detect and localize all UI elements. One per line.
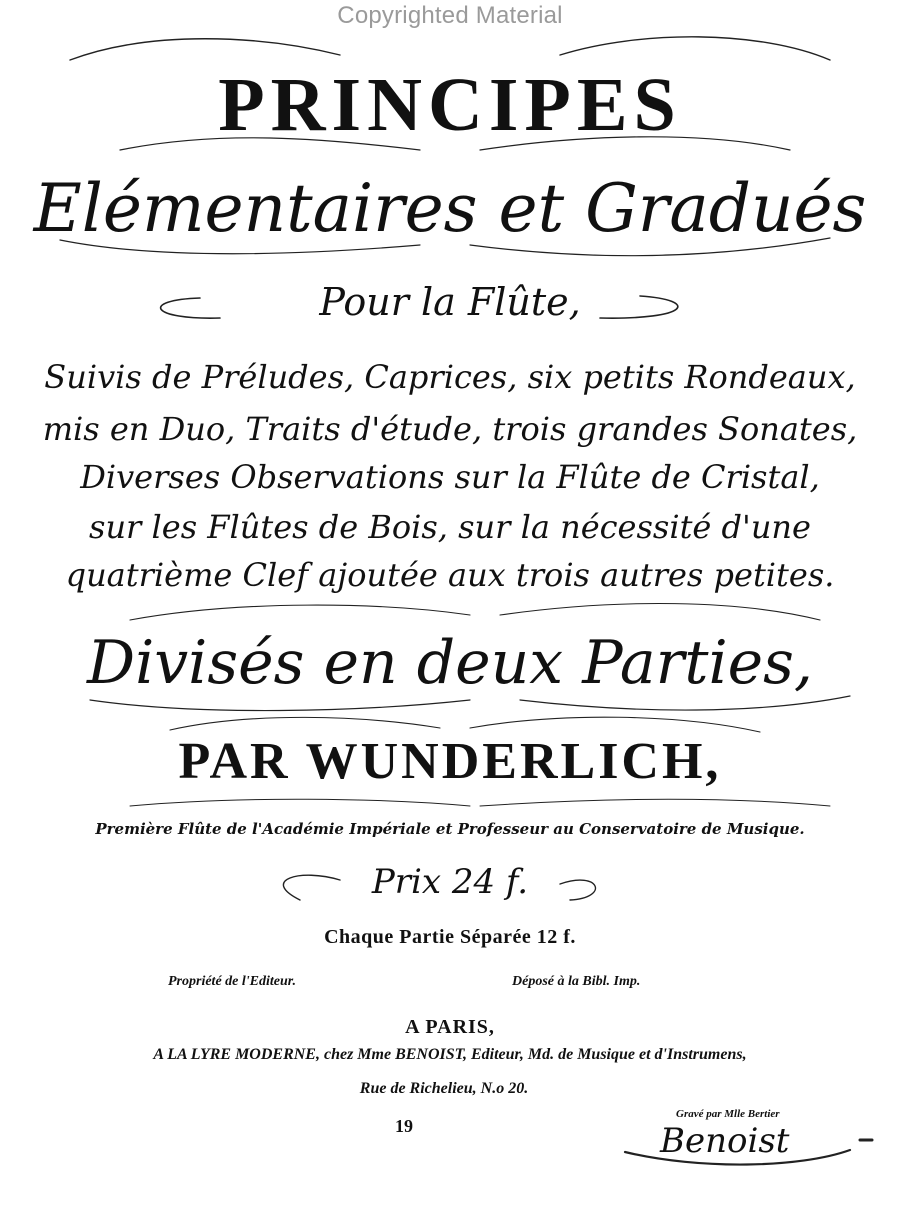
publisher: A LA LYRE MODERNE, chez Mme BENOIST, Editeur, Md. de Musique et d'Instrumens, [153, 1046, 747, 1063]
signature-text: Benoist [660, 1121, 790, 1161]
city: A PARIS, [405, 1016, 495, 1038]
divided-heading: Divisés en deux Parties, [86, 628, 814, 698]
description-line-4: sur les Flûtes de Bois, sur la nécessité d'une [89, 508, 811, 546]
address: Rue de Richelieu, N.o 20. [359, 1080, 529, 1097]
description-line-3: Diverses Observations sur la Flûte de Cristal, [80, 458, 820, 496]
plate-number: 19 [395, 1116, 413, 1136]
description-line-5: quatrième Clef ajoutée aux trois autres petites. [65, 556, 835, 594]
property-note: Propriété de l'Editeur. [168, 974, 296, 989]
page-title: PRINCIPES [218, 63, 682, 147]
subtitle-line-2: Pour la Flûte, [319, 280, 581, 324]
copyright-watermark: Copyrighted Material [337, 2, 563, 29]
description-line-1: Suivis de Préludes, Caprices, six petits Rondeaux, [44, 358, 856, 396]
engraver-credit: Gravé par Mlle Bertier [676, 1108, 780, 1120]
author-position: Première Flûte de l'Académie Impériale et Professeur au Conservatoire de Musique. [95, 820, 805, 838]
separate-price: Chaque Partie Séparée 12 f. [324, 926, 576, 948]
price: Prix 24 f. [371, 862, 529, 902]
subtitle-line-1: Elémentaires et Gradués [33, 170, 867, 247]
deposit-note: Déposé à la Bibl. Imp. [512, 974, 641, 989]
description-line-2: mis en Duo, Traits d'étude, trois grandes Sonates, [42, 410, 858, 448]
author-line: PAR WUNDERLICH, [178, 733, 722, 790]
